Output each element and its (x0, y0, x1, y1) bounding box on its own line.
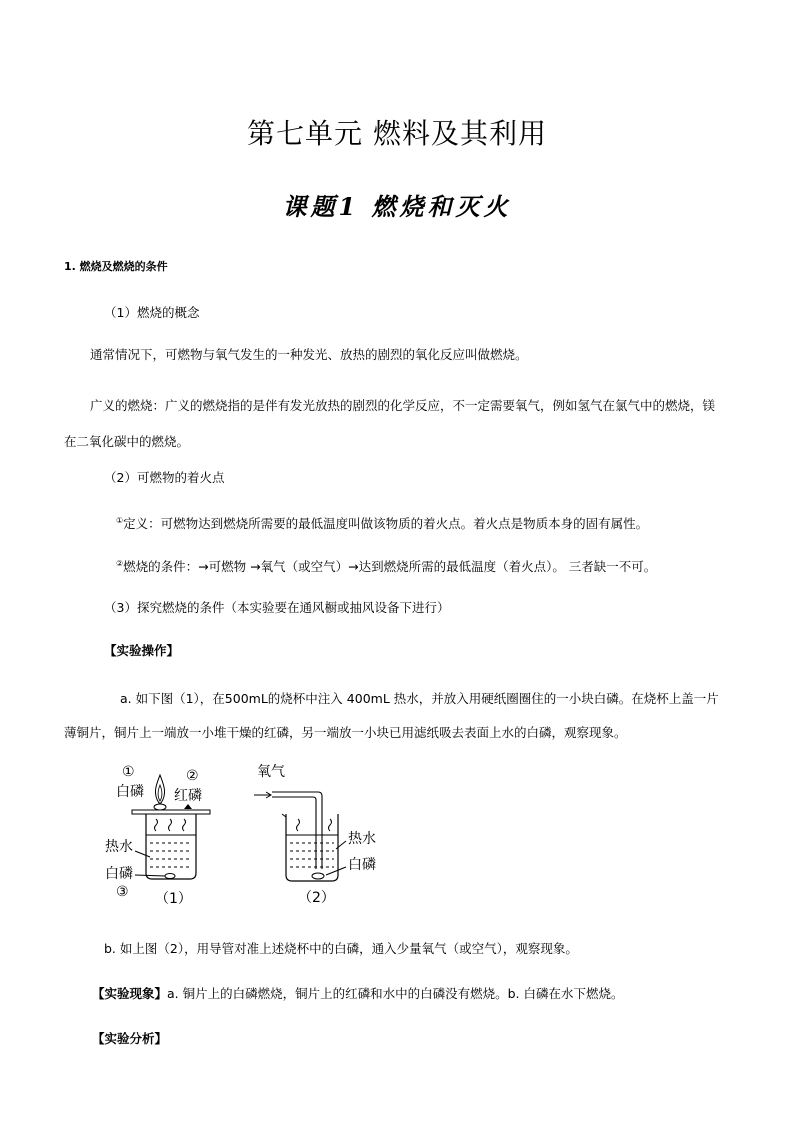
experiment-operation-heading: 【实验操作】 (104, 643, 180, 658)
item-text: 定义：可燃物达到燃烧所需要的最低温度叫做该物质的着火点。着火点是物质本身的固有属性。 (123, 516, 649, 532)
flame-outline (155, 775, 164, 803)
label-oxygen: 氧气 (257, 764, 285, 780)
item-marker: ① (116, 516, 124, 525)
steam-5 (329, 819, 332, 831)
leader-line (135, 875, 165, 876)
label-hot-water-1: 热水 (105, 839, 133, 855)
white-phosphorus-in-water (165, 874, 175, 879)
leader-line (135, 851, 150, 857)
red-phosphorus-pile (184, 804, 192, 809)
leader-line (326, 867, 346, 875)
label-hot-water-2: 热水 (348, 831, 376, 847)
page-title: 第七单元 燃料及其利用 (247, 117, 547, 150)
steam-3 (183, 819, 186, 831)
figure-caption-2: （2） (298, 890, 335, 906)
copper-plate (132, 810, 210, 814)
white-phosphorus-under-tube (312, 873, 324, 879)
experiment-step-b: b. 如上图（2），用导管对准上述烧杯中的白磷，通入少量氧气（或空气），观察现象。 (104, 941, 578, 956)
experiment-diagram (100, 757, 400, 917)
item-marker: ② (116, 559, 124, 568)
figure-caption-1: （1） (155, 891, 192, 907)
label-white-phosphorus-bottom: 白磷 (105, 866, 133, 882)
experiment-analysis-heading: 【实验分析】 (92, 1031, 168, 1046)
steam-4 (297, 819, 300, 831)
experiment-figure (100, 757, 400, 917)
phenomenon-label: 【实验现象】 (92, 986, 168, 1001)
broad-definition-paragraph: 广义的燃烧：广义的燃烧指的是伴有发光放热的剧烈的化学反应，不一定需要氧气，例如氢气在氯气中的燃烧，镁在二氧化碳中的燃烧。 (64, 398, 716, 449)
experiment-phenomenon (92, 986, 624, 1002)
delivery-tube-inner (272, 797, 316, 869)
definition-paragraph: 通常情况下，可燃物与氧气发生的一种发光、放热的剧烈的氧化反应叫做燃烧。 (90, 347, 528, 362)
label-white-phosphorus-2: 白磷 (348, 857, 376, 873)
ignition-point-definition (116, 513, 648, 532)
subsection-heading-ignition-point: （2）可燃物的着火点 (104, 470, 225, 485)
subsection-heading-experiment: （3）探究燃烧的条件（本实验要在通风橱或抽风设备下进行） (104, 600, 450, 615)
steam-1 (155, 819, 158, 831)
subsection-heading-concept: （1）燃烧的概念 (104, 305, 200, 320)
phenomenon-text: a. 铜片上的白磷燃烧，铜片上的红磷和水中的白磷没有燃烧。b. 白磷在水下燃烧。 (167, 986, 624, 1001)
label-red-phosphorus: 红磷 (174, 788, 202, 804)
label-marker-2: ② (186, 768, 199, 784)
combustion-conditions (116, 556, 656, 575)
section-heading: 1. 燃烧及燃烧的条件 (64, 260, 168, 273)
label-white-phosphorus-top: 白磷 (116, 784, 144, 800)
item-text: 燃烧的条件：→可燃物 →氧气（或空气）→达到燃烧所需的最低温度（着火点）。 三者缺一不可。 (123, 559, 657, 575)
steam-2 (169, 819, 172, 831)
white-phosphorus-on-copper (154, 804, 166, 810)
flame-inner (158, 785, 162, 801)
lesson-title: 课题1 燃烧和灭火 (282, 192, 512, 221)
label-marker-1: ① (122, 764, 135, 780)
label-marker-3: ③ (116, 884, 129, 900)
experiment-step-a: a. 如下图（1），在500mL的烧杯中注入 400mL 热水，并放入用硬纸圈圈住的一小块白磷。在烧杯上盖一片薄铜片，铜片上一端放一小堆干燥的红磷，另一端放一小块已用滤纸吸去表面上水的白磷，观察现象。 (64, 691, 719, 740)
